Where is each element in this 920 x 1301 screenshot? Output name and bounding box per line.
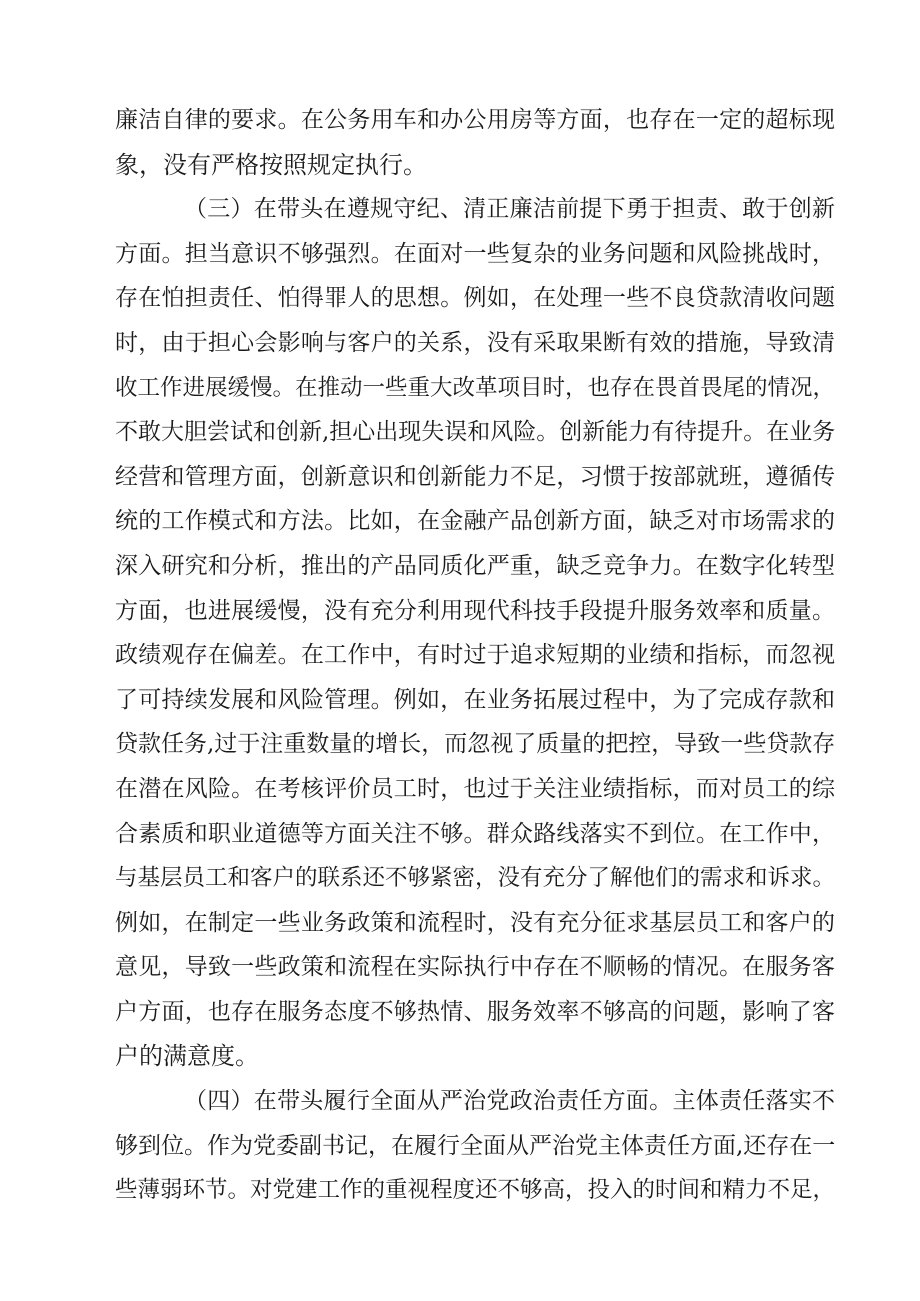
text-line: （三）在带头在遵规守纪、清正廉洁前提下勇于担责、敢于创新 — [184, 196, 835, 223]
text-line: 在潜在风险。在考核评价员工时，也过于关注业绩指标，而对员工的综 — [115, 775, 835, 802]
text-line: （四）在带头履行全面从严治党政治责任方面。主体责任落实不 — [184, 1088, 835, 1115]
text-line: 例如，在制定一些业务政策和流程时，没有充分征求基层员工和客户的 — [115, 909, 835, 936]
text-line: 统的工作模式和方法。比如，在金融产品创新方面，缺乏对市场需求的 — [115, 508, 835, 535]
text-line: 经营和管理方面，创新意识和创新能力不足，习惯于按部就班，遵循传 — [115, 463, 835, 490]
text-line: 收工作进展缓慢。在推动一些重大改革项目时，也存在畏首畏尾的情况， — [115, 374, 836, 401]
text-line: 些薄弱环节。对党建工作的重视程度还不够高，投入的时间和精力不足， — [115, 1177, 836, 1204]
text-line: 合素质和职业道德等方面关注不够。群众路线落实不到位。在工作中， — [115, 820, 835, 847]
document-body — [115, 98, 835, 1213]
text-line: 不敢大胆尝试和创新,担心出现失误和风险。创新能力有待提升。在业务 — [115, 419, 836, 446]
text-line: 意见，导致一些政策和流程在实际执行中存在不顺畅的情况。在服务客 — [115, 954, 835, 981]
text-line: 深入研究和分析，推出的产品同质化严重，缺乏竞争力。在数字化转型 — [115, 552, 835, 579]
text-line: 政绩观存在偏差。在工作中，有时过于追求短期的业绩和指标，而忽视 — [115, 642, 835, 669]
text-line: 存在怕担责任、怕得罪人的思想。例如，在处理一些不良贷款清收问题 — [115, 285, 835, 312]
text-line: 户的满意度。 — [115, 1042, 259, 1071]
text-line: 与基层员工和客户的联系还不够紧密，没有充分了解他们的需求和诉求。 — [115, 865, 836, 892]
text-line: 方面，也进展缓慢，没有充分利用现代科技手段提升服务效率和质量。 — [115, 597, 835, 624]
text-line: 方面。担当意识不够强烈。在面对一些复杂的业务问题和风险挑战时， — [115, 240, 835, 267]
text-line: 户方面，也存在服务态度不够热情、服务效率不够高的问题，影响了客 — [115, 998, 835, 1025]
text-line: 廉洁自律的要求。在公务用车和办公用房等方面，也存在一定的超标现 — [115, 107, 835, 133]
text-line: 贷款任务,过于注重数量的增长，而忽视了质量的把控，导致一些贷款存 — [115, 731, 836, 758]
text-line: 了可持续发展和风险管理。例如，在业务拓展过程中，为了完成存款和 — [115, 686, 835, 713]
text-line: 时，由于担心会影响与客户的关系，没有采取果断有效的措施，导致清 — [115, 329, 835, 356]
text-line: 象，没有严格按照规定执行。 — [115, 150, 427, 179]
text-line: 够到位。作为党委副书记，在履行全面从严治党主体责任方面,还存在一 — [115, 1132, 836, 1159]
